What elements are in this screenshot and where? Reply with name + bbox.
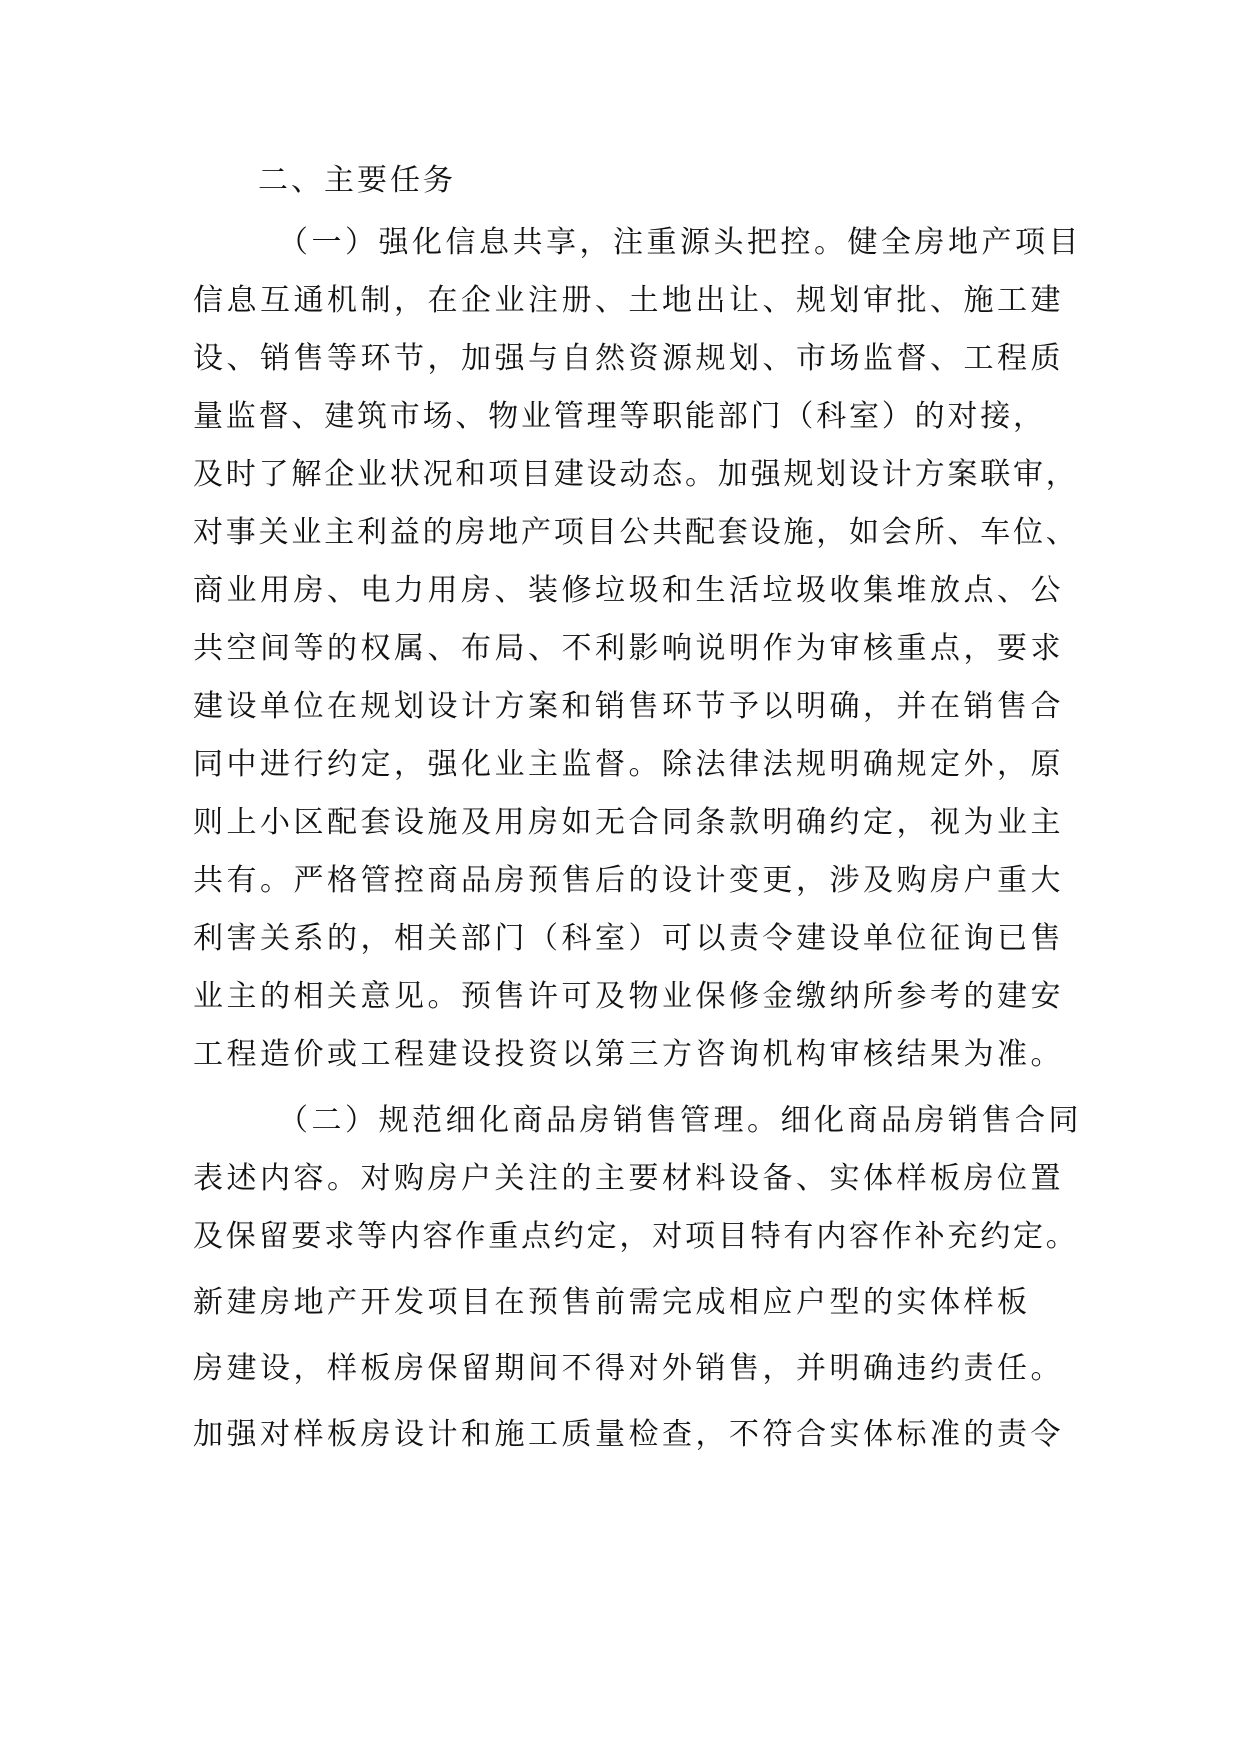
paragraph-2-line-5: 房建设，样板房保留期间不得对外销售，并明确违约责任。: [193, 1351, 1064, 1386]
paragraph-1-line-4: 量监督、建筑市场、物业管理等职能部门（科室）的对接，: [193, 399, 1046, 434]
paragraph-1-line-10: 同中进行约定，强化业主监督。除法律法规明确规定外，原: [193, 747, 1064, 782]
paragraph-1-line-1: （一）强化信息共享，注重源头把控。健全房地产项目: [278, 225, 1082, 260]
paragraph-1-line-6: 对事关业主利益的房地产项目公共配套设施，如会所、车位、: [193, 515, 1079, 550]
paragraph-1-line-15: 工程造价或工程建设投资以第三方咨询机构审核结果为准。: [193, 1037, 1064, 1072]
paragraph-2-line-6: 加强对样板房设计和施工质量检查，不符合实体标准的责令: [193, 1417, 1064, 1452]
paragraph-1-line-12: 共有。严格管控商品房预售后的设计变更，涉及购房户重大: [193, 863, 1064, 898]
paragraph-2-line-2: 表述内容。对购房户关注的主要材料设备、实体样板房位置: [193, 1161, 1064, 1196]
paragraph-1-line-14: 业主的相关意见。预售许可及物业保修金缴纳所参考的建安: [193, 979, 1064, 1014]
paragraph-2-line-1: （二）规范细化商品房销售管理。细化商品房销售合同: [278, 1103, 1082, 1138]
paragraph-1-line-8: 共空间等的权属、布局、不利影响说明作为审核重点，要求: [193, 631, 1064, 666]
paragraph-1-line-2: 信息互通机制，在企业注册、土地出让、规划审批、施工建: [193, 283, 1064, 318]
paragraph-1-line-9: 建设单位在规划设计方案和销售环节予以明确，并在销售合: [193, 689, 1064, 724]
body-text: [193, 222, 1082, 1472]
section-heading: 二、主要任务: [258, 163, 456, 198]
paragraph-1-line-5: 及时了解企业状况和项目建设动态。加强规划设计方案联审，: [193, 457, 1079, 492]
paragraph-2-line-3: 及保留要求等内容作重点约定，对项目特有内容作补充约定。: [193, 1219, 1079, 1254]
paragraph-1-line-13: 利害关系的，相关部门（科室）可以责令建设单位征询已售: [193, 921, 1064, 956]
paragraph-1-line-11: 则上小区配套设施及用房如无合同条款明确约定，视为业主: [193, 805, 1064, 840]
paragraph-2-line-4: 新建房地产开发项目在预售前需完成相应户型的实体样板: [193, 1285, 1031, 1320]
paragraph-1-line-7: 商业用房、电力用房、装修垃圾和生活垃圾收集堆放点、公: [193, 573, 1064, 608]
paragraph-1-line-3: 设、销售等环节，加强与自然资源规划、市场监督、工程质: [193, 341, 1064, 376]
